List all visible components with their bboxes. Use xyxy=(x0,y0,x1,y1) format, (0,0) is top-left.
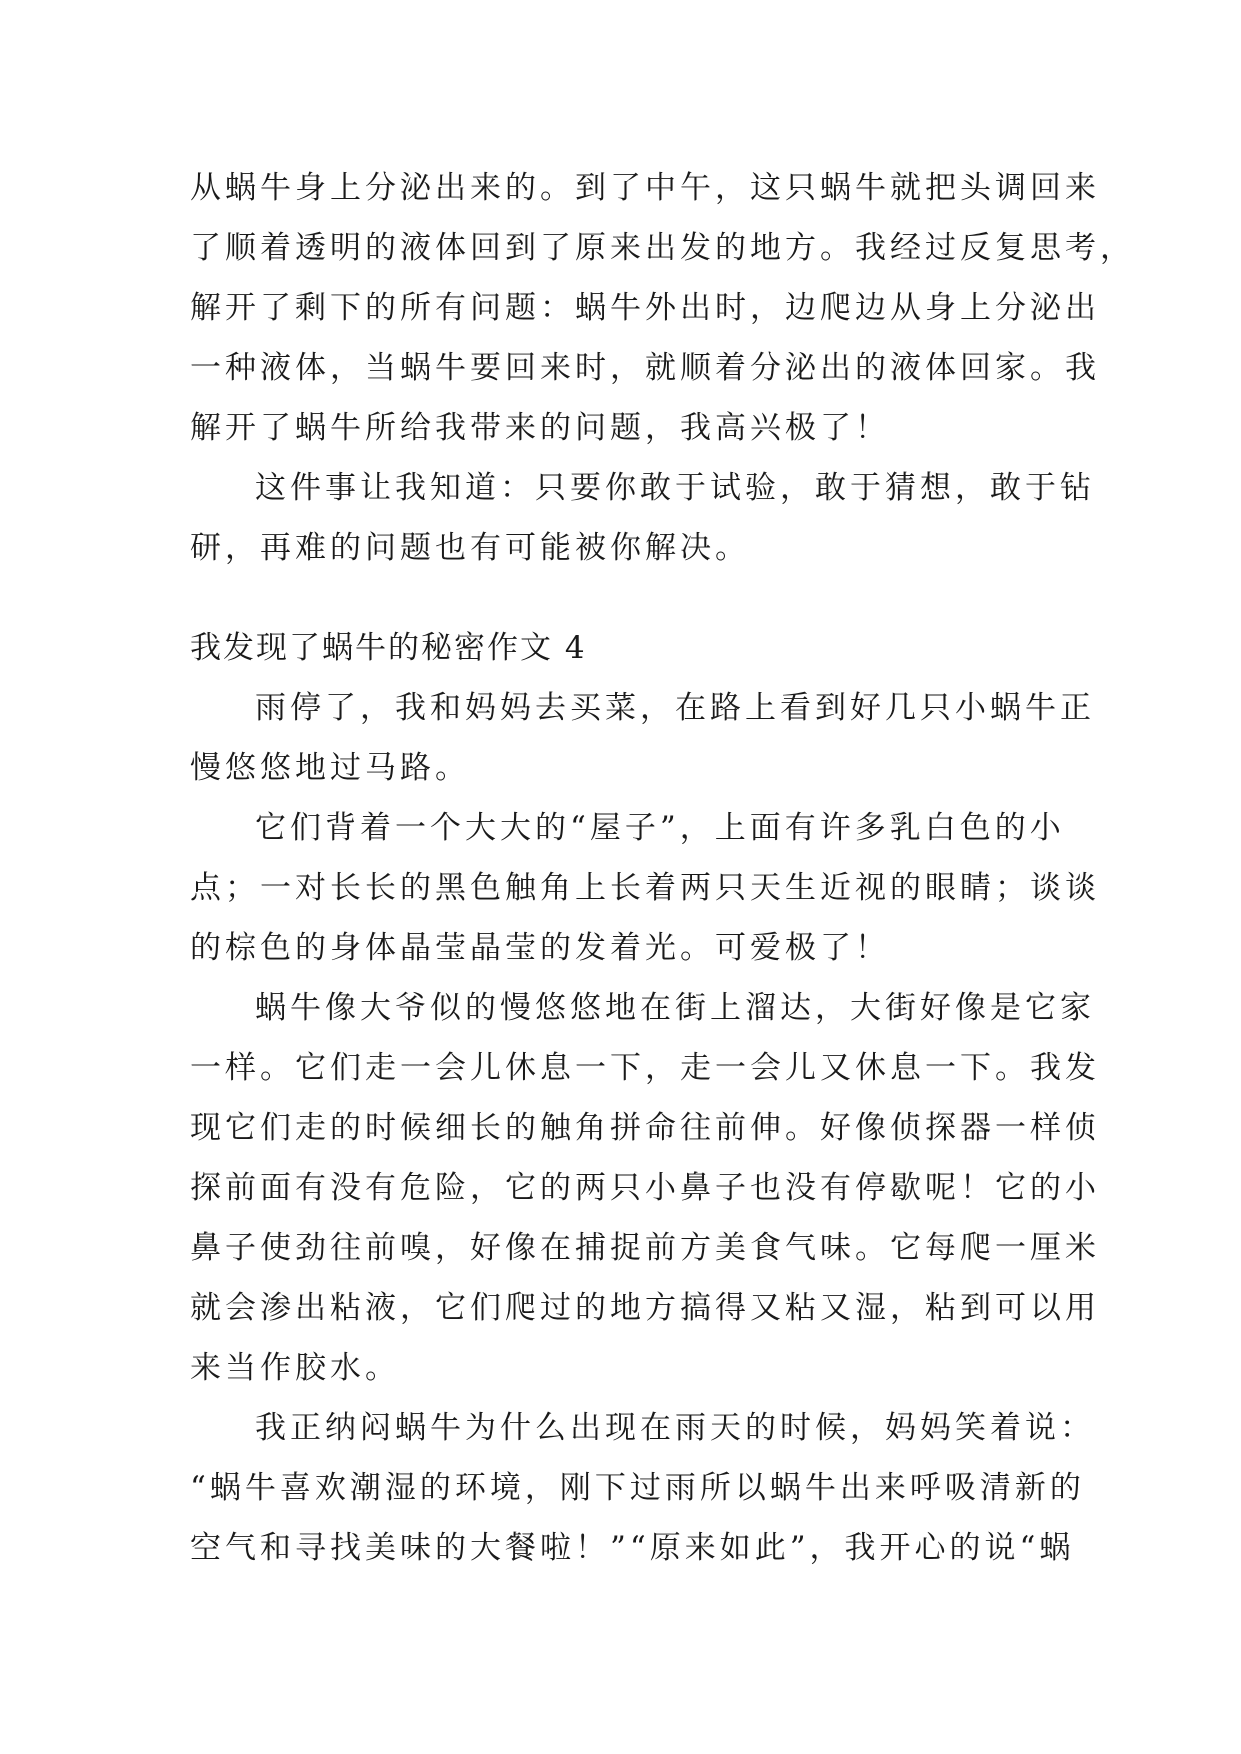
text-line: 我正纳闷蜗牛为什么出现在雨天的时候，妈妈笑着说： xyxy=(255,1410,1095,1446)
text-line: 一样。它们走一会儿休息一下，走一会儿又休息一下。我发 xyxy=(190,1050,1100,1086)
text-line: 从蜗牛身上分泌出来的。到了中午，这只蜗牛就把头调回来 xyxy=(190,170,1100,206)
text-line: 现它们走的时候细长的触角拼命往前伸。好像侦探器一样侦 xyxy=(190,1110,1100,1146)
text-line: 解开了蜗牛所给我带来的问题，我高兴极了！ xyxy=(190,410,890,446)
text-line: 点；一对长长的黑色触角上长着两只天生近视的眼睛；谈谈 xyxy=(190,870,1100,906)
text-line: 空气和寻找美味的大餐啦！”“原来如此”，我开心的说“蜗 xyxy=(190,1530,1075,1566)
text-line: 探前面有没有危险，它的两只小鼻子也没有停歇呢！它的小 xyxy=(190,1170,1100,1206)
text-line: 来当作胶水。 xyxy=(190,1350,400,1386)
text-line: 就会渗出粘液，它们爬过的地方搞得又粘又湿，粘到可以用 xyxy=(190,1290,1100,1326)
text-line: 的棕色的身体晶莹晶莹的发着光。可爱极了！ xyxy=(190,930,890,966)
text-line: 一种液体，当蜗牛要回来时，就顺着分泌出的液体回家。我 xyxy=(190,350,1100,386)
text-line: 研，再难的问题也有可能被你解决。 xyxy=(190,530,750,566)
text-line: 蜗牛像大爷似的慢悠悠地在街上溜达，大街好像是它家 xyxy=(255,990,1095,1026)
text-line: 慢悠悠地过马路。 xyxy=(190,750,470,786)
section-title: 我发现了蜗牛的秘密作文 4 xyxy=(190,630,587,666)
text-line: 解开了剩下的所有问题：蜗牛外出时，边爬边从身上分泌出 xyxy=(190,290,1100,326)
text-line: 雨停了，我和妈妈去买菜，在路上看到好几只小蜗牛正 xyxy=(255,690,1095,726)
text-line: 了顺着透明的液体回到了原来出发的地方。我经过反复思考， xyxy=(190,230,1135,266)
text-line: 它们背着一个大大的“屋子”，上面有许多乳白色的小 xyxy=(255,810,1065,846)
text-line: 这件事让我知道：只要你敢于试验，敢于猜想，敢于钻 xyxy=(255,470,1095,506)
text-line: “蜗牛喜欢潮湿的环境，刚下过雨所以蜗牛出来呼吸清新的 xyxy=(190,1470,1085,1506)
text-line: 鼻子使劲往前嗅，好像在捕捉前方美食气味。它每爬一厘米 xyxy=(190,1230,1100,1266)
